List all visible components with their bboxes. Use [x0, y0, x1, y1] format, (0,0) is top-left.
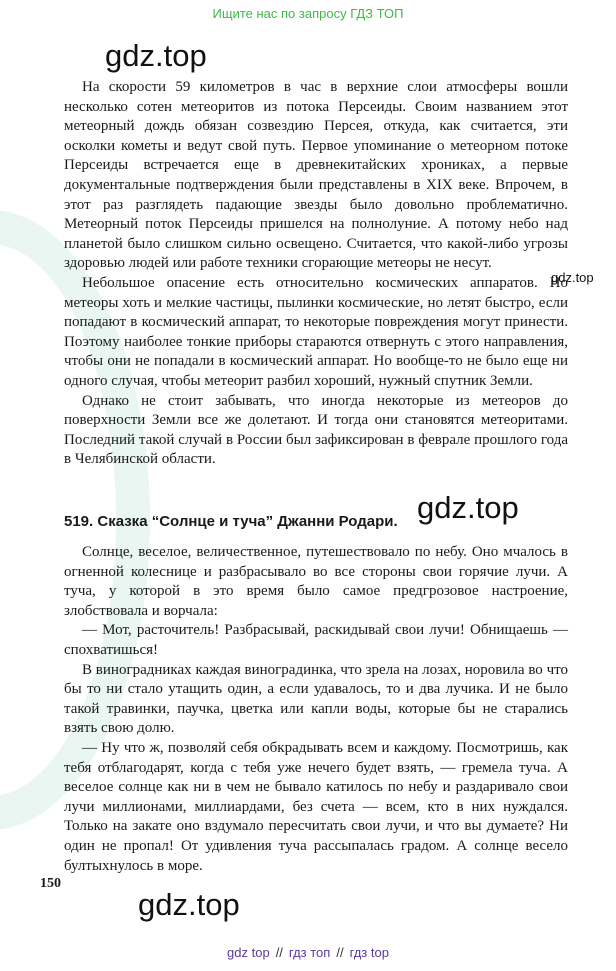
- exercise-paragraph-1: Солнце, веселое, величественное, путешествовало по небу. Оно мчалось в огненной колеснице и разбрасывало во все стороны свои горячие лучи. А туча, у которой в это время было самое предгрозовое настроение, злобствовала и ворчала:: [64, 544, 568, 619]
- footer-link-gdz-top-ru[interactable]: гдз топ: [288, 945, 331, 960]
- footer-links: [0, 945, 616, 960]
- footer-separator: //: [275, 945, 283, 960]
- footer-link-gdz-top[interactable]: gdz top: [227, 945, 270, 960]
- exercise-paragraph-3: В виноградниках каждая виноградинка, что зрела на лозах, норовила во что бы то ни стало утащить один, а если удавалось, то и два лучика. И не было такой травинки, паучка, цветка или капли воды, которые бы не старались взять свою долю.: [64, 661, 568, 737]
- watermark-bottom: gdz.top: [138, 887, 240, 922]
- watermark-side: gdz.top: [551, 270, 594, 285]
- watermark-top: gdz.top: [105, 38, 207, 73]
- page-number: 150: [40, 876, 61, 891]
- footer-link-gdz-top-mixed[interactable]: гдз top: [349, 945, 389, 960]
- article-text: [64, 78, 568, 470]
- article-paragraph-1: На скорости 59 километров в час в верхние слои атмосферы вошли несколько сотен метеоритов из потока Персеиды. Своим названием этот метеорный дождь обязан созвездию Персея, откуда, как считается, эти осколки кометы и ведут свой путь. Первое упоминание о метеорном потоке Персеиды встречается еще в древнекитайских хрониках, а первые документальные подтверждения были представлены в XIX веке. Впрочем, в этот раз разглядеть падающие звезды было довольно проблематично. Метеорный поток Персеиды пришелся на полнолуние. А потому небо над планетой было слишком сильно освещено. Считается, что какой-либо угрозы здоровью людей или работе техники сгорающие метеоры не несут.: [64, 79, 568, 272]
- search-banner[interactable]: Ищите нас по запросу ГДЗ ТОП: [212, 6, 404, 21]
- exercise-text: [64, 543, 568, 876]
- article-paragraph-3: Однако не стоит забывать, что иногда некоторые из метеоров до поверхности Земли все же долетают. И тогда они становятся метеоритами. Последний такой случай в России был зафиксирован в феврале прошлого года в Челябинской области.: [64, 392, 568, 468]
- footer-separator: //: [336, 945, 344, 960]
- article-paragraph-2: Небольшое опасение есть относительно космических аппаратов. Но метеоры хоть и мелкие частицы, пылинки космические, но летят быстро, если попадают в космический аппарат, то некоторые повреждения могут принести. Поэтому наиболее тонкие приборы стараются отвернуть с этого направления, чтобы они не попадали в космический аппарат. Но вообще-то не было еще ни одного случая, чтобы метеорит разбил хороший, нужный спутник Земли.: [64, 274, 568, 389]
- exercise-heading: 519. Сказка “Солнце и туча” Джанни Родари.: [64, 513, 398, 530]
- watermark-middle: gdz.top: [417, 490, 519, 525]
- exercise-paragraph-2: — Мот, расточитель! Разбрасывай, раскидывай свои лучи! Обнищаешь — спохватишься!: [64, 622, 568, 658]
- exercise-paragraph-4: — Ну что ж, позволяй себя обкрадывать всем и каждому. Посмотришь, как тебя отблагодарят, когда с тебя уже нечего будет взять, — гремела туча. А веселое солнце как ни в чем не бывало катилось по небу и раздаривало свои лучи миллионами, миллиардами, без счета — всем, кто в них нуждался. Только на закате оно вздумало пересчитать свои лучи, и что вы думаете? Ни один не пропал! От удивления туча рассыпалась градом. А солнце весело бултыхнулось в море.: [64, 739, 568, 874]
